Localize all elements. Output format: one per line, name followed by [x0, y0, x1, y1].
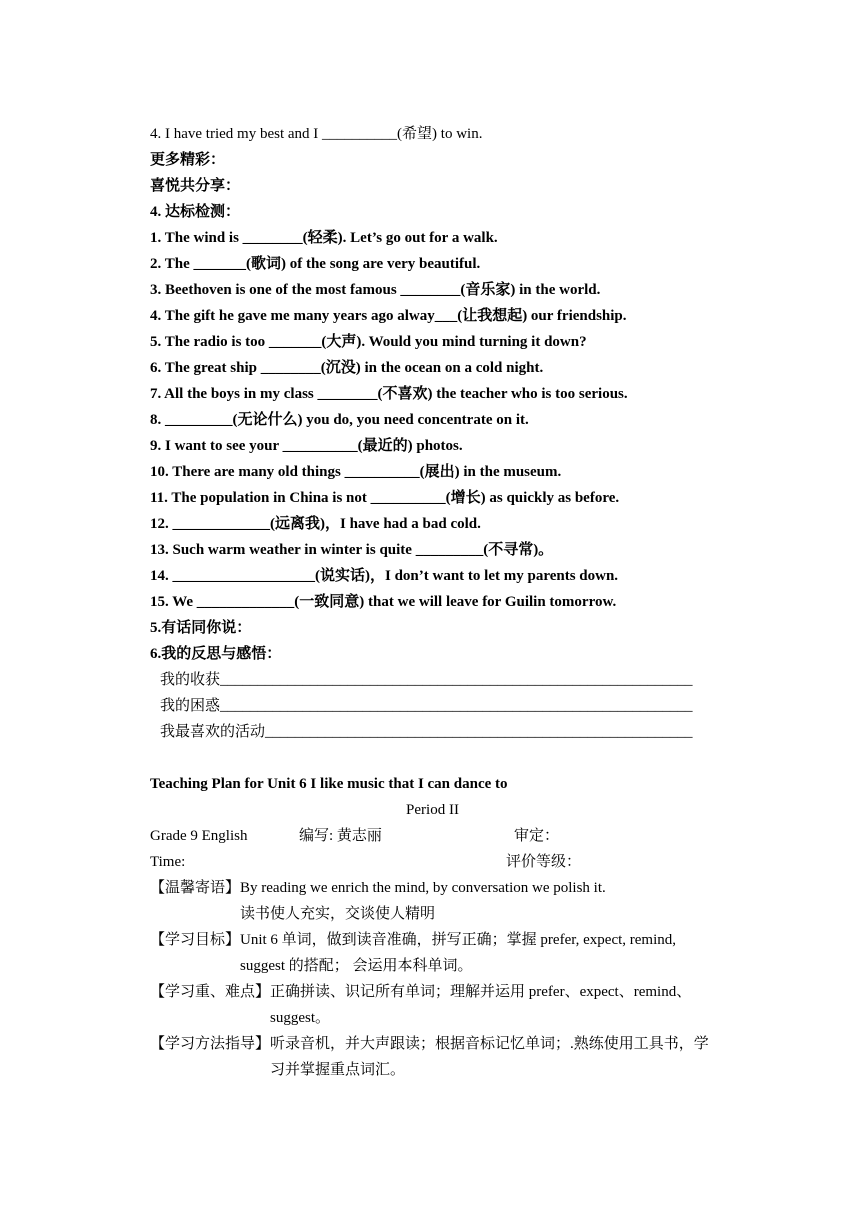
document-page [150, 121, 715, 1083]
review-label: 审定： [514, 828, 560, 844]
block-line: 读书使人充实，交谈使人精明 [240, 906, 436, 922]
exercise-item: 1. The wind is ________(轻柔). Let’s go out for a walk. [150, 230, 498, 246]
block-text: 正确拼读、识记所有单词；理解并运用 prefer、expect、remind、suggest。 [270, 984, 692, 1026]
block-text: 听录音机，并大声跟读；根据音标记忆单词；.熟练使用工具书，学习并掌握重点词汇。 [270, 1036, 709, 1078]
reflection-favorite: 我最喜欢的活动_________________________________________________________ [160, 724, 693, 740]
section-6-heading: 6.我的反思与感悟： [150, 646, 282, 662]
exercise-item: 11. The population in China is not __________(增长) as quickly as before. [150, 490, 620, 506]
exercise-line-prev: 4. I have tried my best and I __________(希望) to win. [150, 126, 483, 142]
exercise-item: 15. We _____________(一致同意) that we will leave for Guilin tomorrow. [150, 594, 617, 610]
plan-block-methods [150, 1031, 715, 1083]
plan-meta-row-2 [150, 849, 715, 875]
more-heading: 更多精彩： [150, 152, 226, 168]
plan-title: Teaching Plan for Unit 6 I like music that I can dance to [150, 776, 508, 792]
plan-period: Period II [406, 802, 459, 818]
block-label: 【学习方法指导】 [150, 1036, 271, 1052]
exercise-item: 12. _____________(远离我)，I have had a bad cold. [150, 516, 481, 532]
reflection-gains: 我的收获_______________________________________________________________ [160, 672, 693, 688]
block-label: 【温馨寄语】 [150, 880, 241, 896]
exercise-item: 5. The radio is too _______(大声). Would you mind turning it down? [150, 334, 587, 350]
exercise-item: 7. All the boys in my class ________(不喜欢) the teacher who is too serious. [150, 386, 628, 402]
exercise-item: 14. ___________________(说实话)，I don’t want to let my parents down. [150, 568, 619, 584]
exercise-item: 13. Such warm weather in winter is quite _________(不寻常)。 [150, 542, 554, 558]
exercise-item: 8. _________(无论什么) you do, you need concentrate on it. [150, 412, 529, 428]
plan-meta-row-1 [150, 823, 715, 849]
plan-block-goals [150, 927, 715, 979]
block-text: Unit 6 单词，做到读音准确，拼写正确；掌握 prefer, expect, remind, suggest 的搭配； 会运用本科单词。 [240, 932, 677, 974]
block-line: By reading we enrich the mind, by conversation we polish it. [240, 880, 606, 896]
rating-label: 评价等级： [506, 854, 582, 870]
section-5-heading: 5.有话同你说： [150, 620, 252, 636]
grade-label: Grade 9 English [150, 828, 248, 844]
section-4-heading: 4. 达标检测： [150, 204, 241, 220]
exercise-item: 9. I want to see your __________(最近的) photos. [150, 438, 463, 454]
spacer [150, 745, 715, 771]
author-label: 编写: 黄志丽 [299, 828, 382, 844]
plan-block-keypoints [150, 979, 715, 1031]
exercise-item: 4. The gift he gave me many years ago alway___(让我想起) our friendship. [150, 308, 627, 324]
exercise-item: 10. There are many old things __________(展出) in the museum. [150, 464, 562, 480]
exercise-item: 3. Beethoven is one of the most famous ________(音乐家) in the world. [150, 282, 601, 298]
exercise-item: 6. The great ship ________(沉没) in the ocean on a cold night. [150, 360, 544, 376]
reflection-doubts: 我的困惑_______________________________________________________________ [160, 698, 693, 714]
exercise-item: 2. The _______(歌词) of the song are very beautiful. [150, 256, 481, 272]
block-label: 【学习目标】 [150, 932, 241, 948]
plan-block-message [150, 875, 715, 927]
time-label: Time: [150, 854, 186, 870]
block-label: 【学习重、难点】 [150, 984, 271, 1000]
share-heading: 喜悦共分享： [150, 178, 241, 194]
